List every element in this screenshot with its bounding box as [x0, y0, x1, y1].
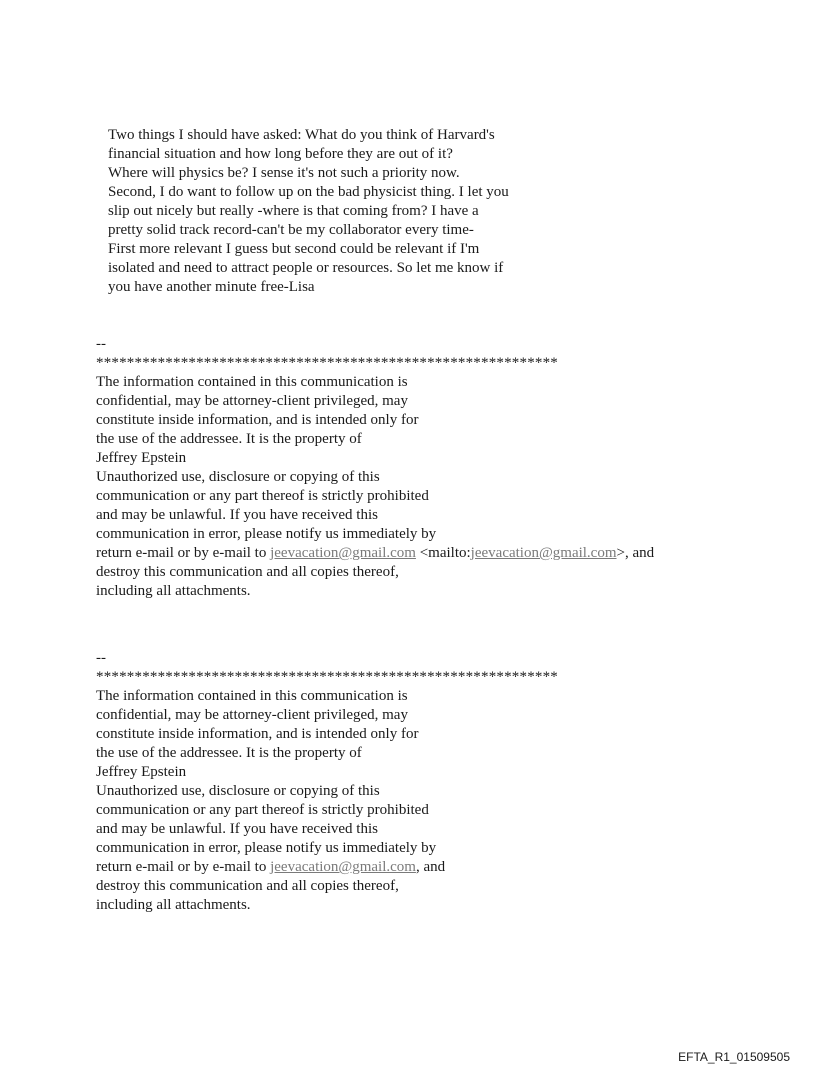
disclaimer-line: the use of the addressee. It is the property of — [96, 745, 362, 761]
mailto-email-link[interactable]: jeevacation@gmail.com — [470, 545, 617, 561]
document-id-footer: EFTA_R1_01509505 — [678, 1050, 790, 1064]
disclaimer-line-prefix: return e-mail or by e-mail to — [96, 545, 271, 561]
mailto-prefix: <mailto: — [415, 545, 471, 561]
disclaimer-line: destroy this communication and all copies thereof, — [96, 564, 399, 580]
disclaimer-line: including all attachments. — [96, 897, 251, 913]
email-message-body — [108, 126, 588, 297]
message-line: you have another minute free-Lisa — [108, 279, 315, 295]
disclaimer-line: confidential, may be attorney-client privileged, may — [96, 707, 408, 723]
disclaimer-line: communication or any part thereof is strictly prohibited — [96, 802, 429, 818]
disclaimer-line: Jeffrey Epstein — [96, 450, 187, 466]
asterisk-divider: ************************************************************ — [96, 669, 558, 685]
message-line: Where will physics be? I sense it's not such a priority now. — [108, 165, 460, 181]
confidentiality-disclaimer-second — [96, 649, 736, 915]
disclaimer-line: the use of the addressee. It is the property of — [96, 431, 362, 447]
message-line: Two things I should have asked: What do you think of Harvard's — [108, 127, 495, 143]
disclaimer-line: including all attachments. — [96, 583, 251, 599]
disclaimer-line: The information contained in this communication is — [96, 688, 408, 704]
disclaimer-contact-line — [96, 544, 736, 563]
disclaimer-line: The information contained in this communication is — [96, 374, 408, 390]
message-line: First more relevant I guess but second could be relevant if I'm — [108, 241, 480, 257]
disclaimer-line: communication in error, please notify us immediately by — [96, 840, 437, 856]
disclaimer-line: Unauthorized use, disclosure or copying of this — [96, 783, 380, 799]
disclaimer-line-suffix: >, and — [616, 545, 655, 561]
disclaimer-line: communication or any part thereof is strictly prohibited — [96, 488, 429, 504]
disclaimer-line: and may be unlawful. If you have received this — [96, 507, 378, 523]
signature-separator: -- — [96, 336, 106, 352]
email-link[interactable]: jeevacation@gmail.com — [270, 859, 416, 875]
signature-separator: -- — [96, 650, 106, 666]
email-link[interactable]: jeevacation@gmail.com — [270, 545, 416, 561]
confidentiality-disclaimer-first — [96, 335, 736, 601]
disclaimer-line: Unauthorized use, disclosure or copying of this — [96, 469, 380, 485]
disclaimer-line-suffix: , and — [415, 859, 446, 875]
message-line: slip out nicely but really -where is that coming from? I have a — [108, 203, 479, 219]
message-line: Second, I do want to follow up on the bad physicist thing. I let you — [108, 184, 509, 200]
disclaimer-line: and may be unlawful. If you have received this — [96, 821, 378, 837]
disclaimer-line: constitute inside information, and is intended only for — [96, 412, 419, 428]
disclaimer-line: destroy this communication and all copies thereof, — [96, 878, 399, 894]
disclaimer-line: confidential, may be attorney-client privileged, may — [96, 393, 408, 409]
asterisk-divider: ************************************************************ — [96, 355, 558, 371]
message-line: pretty solid track record-can't be my collaborator every time- — [108, 222, 474, 238]
message-line: financial situation and how long before they are out of it? — [108, 146, 453, 162]
disclaimer-contact-line — [96, 858, 736, 877]
disclaimer-line: constitute inside information, and is intended only for — [96, 726, 419, 742]
disclaimer-line: Jeffrey Epstein — [96, 764, 187, 780]
message-line: isolated and need to attract people or resources. So let me know if — [108, 260, 504, 276]
disclaimer-line: communication in error, please notify us immediately by — [96, 526, 437, 542]
disclaimer-line-prefix: return e-mail or by e-mail to — [96, 859, 271, 875]
